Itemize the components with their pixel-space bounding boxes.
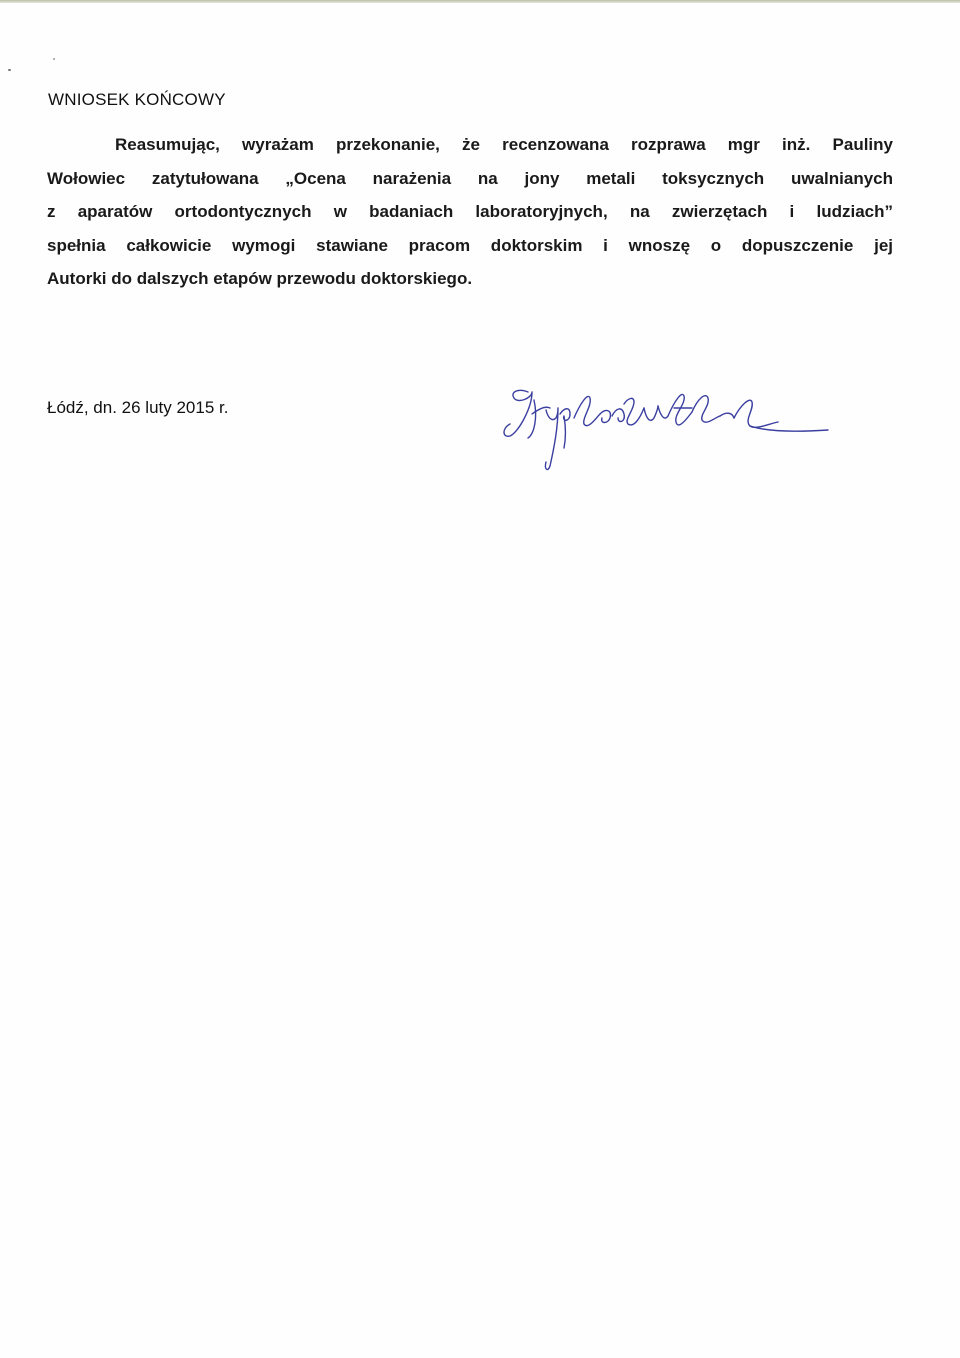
scan-speck <box>53 58 55 60</box>
handwritten-signature <box>488 378 838 478</box>
scan-top-edge <box>0 0 960 3</box>
paragraph-line: Autorki do dalszych etapów przewodu doktorskiego. <box>47 269 473 288</box>
paragraph-line: spełnia całkowicie wymogi stawiane pracom doktorskim i wnoszę o dopuszczenie jej <box>47 235 893 255</box>
paragraph-line: Wołowiec zatytułowana „Ocena narażenia na jony metali toksycznych uwalnianych <box>47 168 893 188</box>
conclusion-paragraph <box>47 128 893 296</box>
paragraph-line: Reasumując, wyrażam przekonanie, że recenzowana rozprawa mgr inż. Pauliny <box>115 135 893 154</box>
scan-speck <box>8 69 11 71</box>
paragraph-line: z aparatów ortodontycznych w badaniach laboratoryjnych, na zwierzętach i ludziach” <box>47 202 893 221</box>
section-heading: WNIOSEK KOŃCOWY <box>48 90 226 109</box>
place-and-date: Łódź, dn. 26 luty 2015 r. <box>47 398 229 417</box>
